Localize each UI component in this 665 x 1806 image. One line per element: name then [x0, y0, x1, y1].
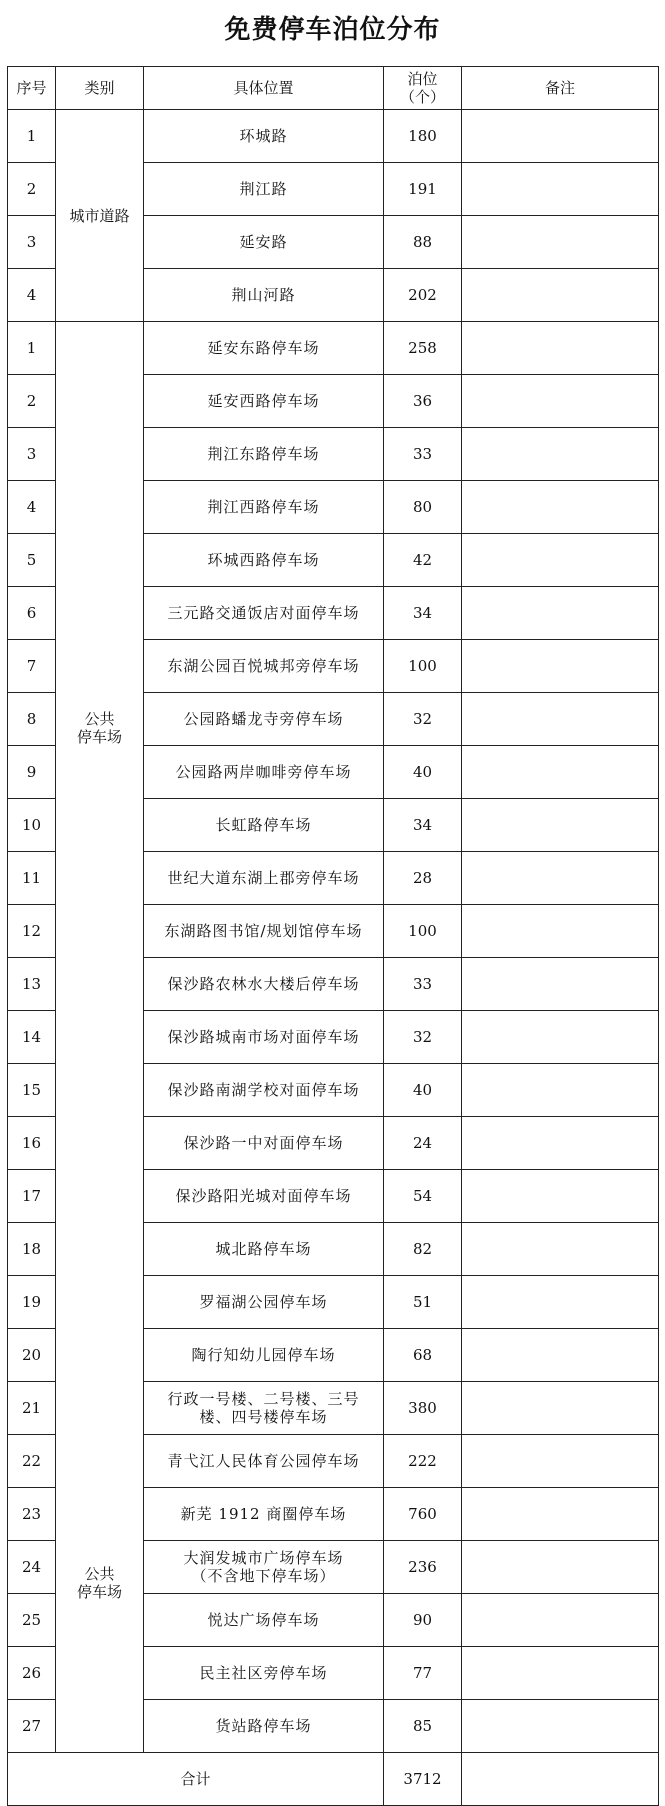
row-seq: 25 — [8, 1594, 56, 1647]
row-spaces: 32 — [384, 693, 462, 746]
row-remark — [462, 534, 659, 587]
row-spaces: 258 — [384, 322, 462, 375]
table-body — [8, 110, 659, 1753]
row-remark — [462, 163, 659, 216]
row-seq: 3 — [8, 216, 56, 269]
row-location: 悦达广场停车场 — [144, 1594, 384, 1647]
row-seq: 8 — [8, 693, 56, 746]
row-location: 陶行知幼儿园停车场 — [144, 1329, 384, 1382]
row-remark — [462, 587, 659, 640]
header-category: 类别 — [56, 67, 144, 110]
row-location: 保沙路农林水大楼后停车场 — [144, 958, 384, 1011]
row-remark — [462, 693, 659, 746]
row-spaces: 236 — [384, 1541, 462, 1594]
row-seq: 10 — [8, 799, 56, 852]
row-spaces: 28 — [384, 852, 462, 905]
row-seq: 6 — [8, 587, 56, 640]
row-seq: 1 — [8, 110, 56, 163]
row-seq: 13 — [8, 958, 56, 1011]
page-title: 免费停车泊位分布 — [224, 15, 441, 45]
parking-table — [7, 66, 659, 1806]
row-seq: 24 — [8, 1541, 56, 1594]
row-location: 世纪大道东湖上郡旁停车场 — [144, 852, 384, 905]
row-seq: 22 — [8, 1435, 56, 1488]
row-spaces: 90 — [384, 1594, 462, 1647]
row-spaces: 180 — [384, 110, 462, 163]
row-spaces: 80 — [384, 481, 462, 534]
row-spaces: 82 — [384, 1223, 462, 1276]
row-location: 公园路两岸咖啡旁停车场 — [144, 746, 384, 799]
row-location: 行政一号楼、二号楼、三号 楼、四号楼停车场 — [144, 1382, 384, 1435]
row-location: 青弋江人民体育公园停车场 — [144, 1435, 384, 1488]
row-seq: 15 — [8, 1064, 56, 1117]
row-seq: 3 — [8, 428, 56, 481]
row-remark — [462, 799, 659, 852]
row-location: 新芜 1912 商圈停车场 — [144, 1488, 384, 1541]
row-spaces: 202 — [384, 269, 462, 322]
row-location: 东湖公园百悦城邦旁停车场 — [144, 640, 384, 693]
row-seq: 2 — [8, 163, 56, 216]
row-spaces: 36 — [384, 375, 462, 428]
row-seq: 23 — [8, 1488, 56, 1541]
row-spaces: 34 — [384, 799, 462, 852]
row-seq: 11 — [8, 852, 56, 905]
row-category: 公共 停车场 — [56, 322, 144, 1753]
row-location: 大润发城市广场停车场 （不含地下停车场） — [144, 1541, 384, 1594]
row-remark — [462, 216, 659, 269]
row-spaces: 77 — [384, 1647, 462, 1700]
row-category: 城市道路 — [56, 110, 144, 322]
row-spaces: 42 — [384, 534, 462, 587]
row-remark — [462, 1329, 659, 1382]
row-spaces: 34 — [384, 587, 462, 640]
row-spaces: 85 — [384, 1700, 462, 1753]
row-remark — [462, 1223, 659, 1276]
row-spaces: 51 — [384, 1276, 462, 1329]
row-seq: 26 — [8, 1647, 56, 1700]
row-location: 东湖路图书馆/规划馆停车场 — [144, 905, 384, 958]
total-row — [8, 1753, 659, 1806]
row-remark — [462, 1170, 659, 1223]
row-seq: 1 — [8, 322, 56, 375]
row-seq: 4 — [8, 269, 56, 322]
row-remark — [462, 1064, 659, 1117]
row-remark — [462, 1011, 659, 1064]
row-spaces: 40 — [384, 1064, 462, 1117]
row-location: 环城西路停车场 — [144, 534, 384, 587]
row-seq: 7 — [8, 640, 56, 693]
row-remark — [462, 1435, 659, 1488]
row-remark — [462, 269, 659, 322]
row-location: 长虹路停车场 — [144, 799, 384, 852]
row-seq: 21 — [8, 1382, 56, 1435]
header-seq: 序号 — [8, 67, 56, 110]
row-seq: 27 — [8, 1700, 56, 1753]
row-spaces: 380 — [384, 1382, 462, 1435]
row-seq: 5 — [8, 534, 56, 587]
row-location: 保沙路阳光城对面停车场 — [144, 1170, 384, 1223]
row-spaces: 24 — [384, 1117, 462, 1170]
row-remark — [462, 1117, 659, 1170]
row-location: 环城路 — [144, 110, 384, 163]
header-location: 具体位置 — [144, 67, 384, 110]
row-seq: 2 — [8, 375, 56, 428]
row-location: 货站路停车场 — [144, 1700, 384, 1753]
row-remark — [462, 1488, 659, 1541]
row-location: 罗福湖公园停车场 — [144, 1276, 384, 1329]
row-seq: 12 — [8, 905, 56, 958]
row-location: 民主社区旁停车场 — [144, 1647, 384, 1700]
row-spaces: 32 — [384, 1011, 462, 1064]
total-remark — [462, 1753, 659, 1806]
row-location: 城北路停车场 — [144, 1223, 384, 1276]
row-location: 延安路 — [144, 216, 384, 269]
row-remark — [462, 1647, 659, 1700]
row-location: 保沙路南湖学校对面停车场 — [144, 1064, 384, 1117]
row-location: 三元路交通饭店对面停车场 — [144, 587, 384, 640]
row-location: 荆山河路 — [144, 269, 384, 322]
row-seq: 17 — [8, 1170, 56, 1223]
row-remark — [462, 852, 659, 905]
row-remark — [462, 110, 659, 163]
row-spaces: 760 — [384, 1488, 462, 1541]
row-location: 荆江路 — [144, 163, 384, 216]
row-remark — [462, 1276, 659, 1329]
row-remark — [462, 1541, 659, 1594]
row-seq: 4 — [8, 481, 56, 534]
row-remark — [462, 322, 659, 375]
category-label-repeat: 公共 停车场 — [76, 1564, 122, 1601]
header-spaces: 泊位 （个） — [384, 67, 462, 110]
row-location: 公园路蟠龙寺旁停车场 — [144, 693, 384, 746]
row-remark — [462, 958, 659, 1011]
row-location: 保沙路一中对面停车场 — [144, 1117, 384, 1170]
row-remark — [462, 1700, 659, 1753]
table-row — [8, 322, 659, 375]
row-seq: 19 — [8, 1276, 56, 1329]
header-remark: 备注 — [462, 67, 659, 110]
row-location: 延安东路停车场 — [144, 322, 384, 375]
row-location: 荆江东路停车场 — [144, 428, 384, 481]
row-spaces: 191 — [384, 163, 462, 216]
row-remark — [462, 428, 659, 481]
row-seq: 14 — [8, 1011, 56, 1064]
row-remark — [462, 640, 659, 693]
row-spaces: 54 — [384, 1170, 462, 1223]
total-spaces: 3712 — [384, 1753, 462, 1806]
table-header-row — [8, 67, 659, 110]
row-remark — [462, 1382, 659, 1435]
row-spaces: 88 — [384, 216, 462, 269]
row-spaces: 68 — [384, 1329, 462, 1382]
row-remark — [462, 746, 659, 799]
row-spaces: 222 — [384, 1435, 462, 1488]
row-seq: 18 — [8, 1223, 56, 1276]
total-label: 合计 — [8, 1753, 384, 1806]
row-seq: 9 — [8, 746, 56, 799]
row-location: 延安西路停车场 — [144, 375, 384, 428]
row-spaces: 33 — [384, 428, 462, 481]
row-remark — [462, 1594, 659, 1647]
row-remark — [462, 375, 659, 428]
row-spaces: 40 — [384, 746, 462, 799]
row-seq: 16 — [8, 1117, 56, 1170]
row-spaces: 100 — [384, 640, 462, 693]
row-spaces: 33 — [384, 958, 462, 1011]
table-row — [8, 110, 659, 163]
row-location: 荆江西路停车场 — [144, 481, 384, 534]
row-remark — [462, 481, 659, 534]
row-seq: 20 — [8, 1329, 56, 1382]
row-spaces: 100 — [384, 905, 462, 958]
row-remark — [462, 905, 659, 958]
row-location: 保沙路城南市场对面停车场 — [144, 1011, 384, 1064]
